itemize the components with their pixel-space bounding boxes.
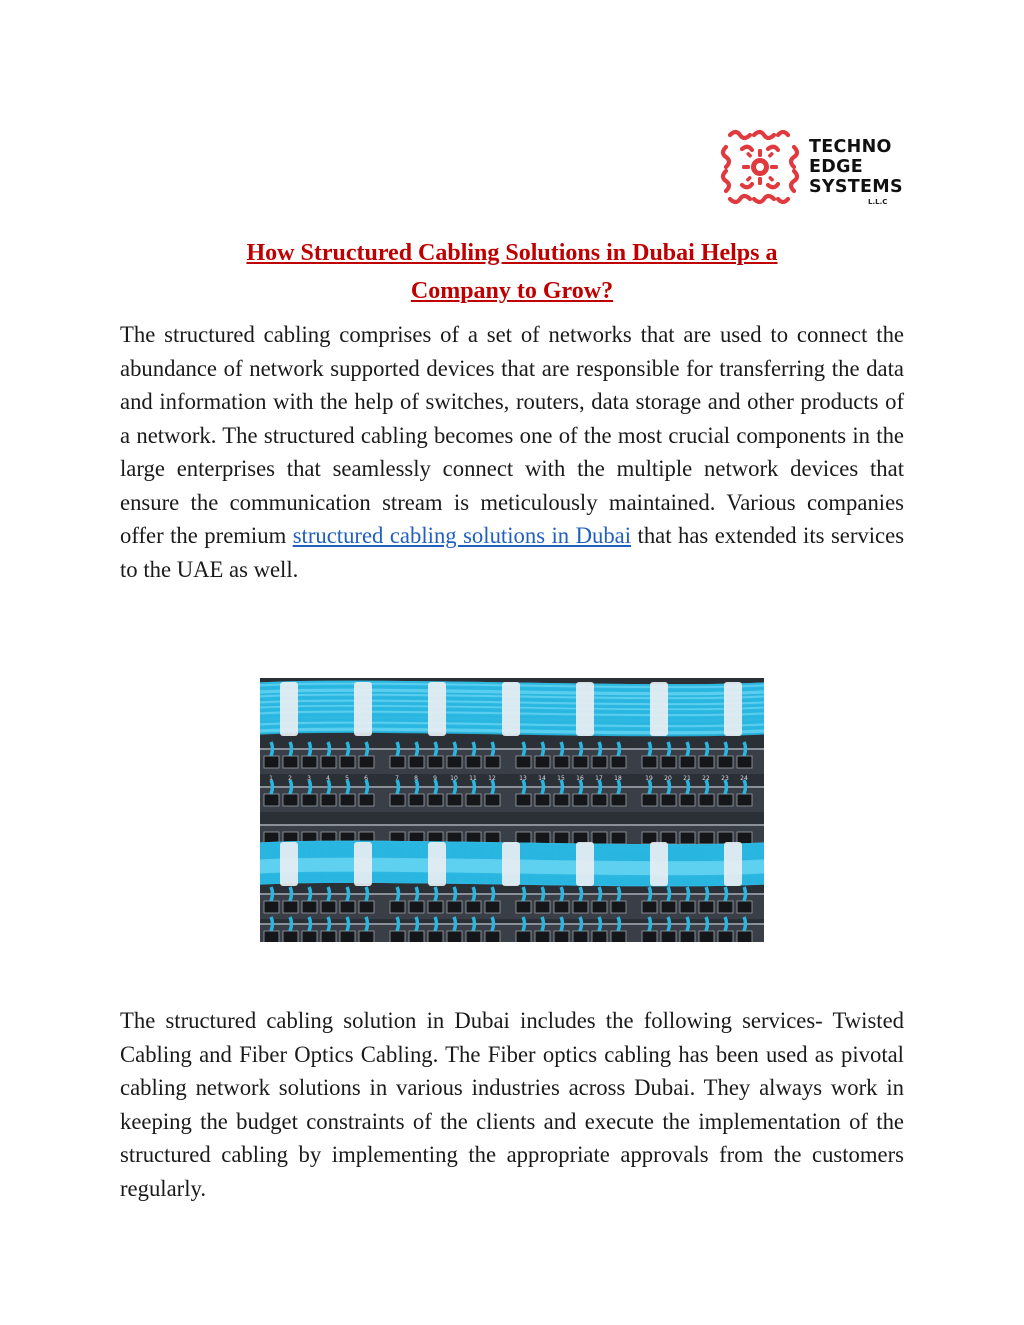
network-port (466, 794, 481, 806)
patch-cable (649, 780, 651, 794)
network-port (302, 794, 317, 806)
network-port (642, 794, 657, 806)
patch-cable (309, 742, 311, 756)
network-port (642, 901, 657, 913)
network-port (264, 901, 279, 913)
patch-cable (454, 742, 456, 756)
patch-cable (454, 780, 456, 794)
network-port (516, 931, 531, 942)
network-port (359, 794, 374, 806)
logo-line-techno: TECHNO (809, 137, 892, 157)
logo-line-systems: SYSTEMS (809, 177, 903, 197)
network-port (409, 756, 424, 768)
patch-cable (744, 780, 746, 794)
patch-cable (435, 742, 437, 756)
company-logo (720, 125, 910, 215)
patch-cable (416, 917, 418, 931)
network-port (642, 931, 657, 942)
network-port (283, 794, 298, 806)
patch-cable (347, 887, 349, 901)
panel-rail (260, 824, 764, 826)
port-number-label: 20 (664, 775, 672, 782)
patch-cable (706, 887, 708, 901)
port-number-label: 21 (683, 775, 691, 782)
patch-cable (473, 917, 475, 931)
patch-cable (347, 780, 349, 794)
patch-cable (328, 917, 330, 931)
network-port (340, 931, 355, 942)
network-port (321, 901, 336, 913)
port-number-label: 22 (702, 775, 710, 782)
patch-cable (271, 742, 273, 756)
patch-cable (523, 887, 525, 901)
structured-cabling-link[interactable]: structured cabling solutions in Dubai (292, 523, 632, 548)
patch-cable (366, 917, 368, 931)
article-title (120, 234, 904, 310)
network-port (718, 901, 733, 913)
network-port (485, 931, 500, 942)
patch-cable (542, 742, 544, 756)
network-port (302, 756, 317, 768)
network-port (680, 931, 695, 942)
network-port (737, 794, 752, 806)
cable-tie (650, 842, 668, 886)
network-port (718, 931, 733, 942)
patch-cable (599, 780, 601, 794)
logo-wordmark (809, 137, 903, 197)
logo-line-edge: EDGE (809, 157, 863, 177)
patch-cable (366, 780, 368, 794)
cable-tie (502, 842, 520, 886)
network-port (466, 931, 481, 942)
patch-cable (523, 742, 525, 756)
port-number-label: 11 (469, 775, 477, 782)
patch-cable (649, 887, 651, 901)
network-port (592, 756, 607, 768)
patch-cable (649, 917, 651, 931)
patch-cable (668, 917, 670, 931)
patch-cable (366, 887, 368, 901)
network-port (390, 931, 405, 942)
patch-cable (473, 780, 475, 794)
port-number-label: 24 (740, 775, 748, 782)
network-port (642, 756, 657, 768)
network-port (359, 901, 374, 913)
port-number-label: 5 (345, 775, 349, 782)
logo-suffix: L.L.C (868, 198, 888, 206)
network-port (447, 794, 462, 806)
patch-cable (290, 780, 292, 794)
network-port (302, 901, 317, 913)
network-port (516, 901, 531, 913)
patch-cable (347, 742, 349, 756)
network-port (718, 756, 733, 768)
port-number-label: 1 (269, 775, 273, 782)
techno-edge-logo-mark-icon (720, 127, 800, 207)
patch-cable (618, 742, 620, 756)
patch-cable (416, 742, 418, 756)
network-port (283, 931, 298, 942)
network-port (409, 794, 424, 806)
cable-tie (724, 682, 742, 736)
network-port (554, 901, 569, 913)
network-port (264, 794, 279, 806)
port-number-label: 17 (595, 775, 603, 782)
network-port (516, 756, 531, 768)
port-number-label: 8 (414, 775, 418, 782)
patch-cable (542, 780, 544, 794)
network-port (535, 794, 550, 806)
network-port (573, 756, 588, 768)
patch-cable (473, 887, 475, 901)
patch-cable (542, 917, 544, 931)
patch-cable (290, 887, 292, 901)
network-port (680, 832, 695, 844)
patch-cable (397, 742, 399, 756)
network-port (661, 901, 676, 913)
patch-cable (618, 780, 620, 794)
network-port (699, 901, 714, 913)
patch-cable (347, 917, 349, 931)
network-port (573, 931, 588, 942)
port-number-label: 15 (557, 775, 565, 782)
patch-cable (706, 780, 708, 794)
cable-tie (428, 842, 446, 886)
network-port (359, 931, 374, 942)
patch-cable (454, 917, 456, 931)
network-port (592, 931, 607, 942)
patch-cable (271, 887, 273, 901)
patch-cable (492, 887, 494, 901)
network-port (611, 794, 626, 806)
network-port (573, 794, 588, 806)
network-port (264, 931, 279, 942)
network-port (661, 931, 676, 942)
patch-cable (416, 780, 418, 794)
network-port (661, 756, 676, 768)
patch-cable (561, 917, 563, 931)
port-number-label: 23 (721, 775, 729, 782)
patch-cable (725, 780, 727, 794)
network-port (447, 901, 462, 913)
port-number-label: 14 (538, 775, 546, 782)
network-port (516, 794, 531, 806)
port-number-label: 13 (519, 775, 527, 782)
network-port (447, 756, 462, 768)
port-number-label: 6 (364, 775, 368, 782)
port-number-label: 16 (576, 775, 584, 782)
network-port (699, 794, 714, 806)
patch-cable (366, 742, 368, 756)
patch-cable (290, 742, 292, 756)
patch-cable (309, 780, 311, 794)
intro-text-before-link: The structured cabling comprises of a set of networks that are used to connect the abundance of network supported devices that are responsible for transferring the data and information with the help of switches, routers, data storage and other products of a network. The structured cabling becomes one of the most crucial components in the large enterprises that seamlessly connect with the multiple network devices that ensure the communication stream is meticulously maintained. Various companies offer the premium (120, 322, 904, 548)
patch-cable (435, 887, 437, 901)
patch-cable (687, 917, 689, 931)
network-port (321, 756, 336, 768)
port-number-label: 19 (645, 775, 653, 782)
patch-cable (649, 742, 651, 756)
network-port (535, 832, 550, 844)
patch-cable (668, 887, 670, 901)
network-port (535, 901, 550, 913)
patch-cable (744, 917, 746, 931)
network-port (680, 794, 695, 806)
cable-tie (428, 682, 446, 736)
port-number-label: 7 (395, 775, 399, 782)
network-port (699, 832, 714, 844)
network-port (535, 931, 550, 942)
port-number-label: 4 (326, 775, 330, 782)
patch-cable (706, 917, 708, 931)
patch-panel-illustration (260, 678, 764, 942)
network-port (485, 901, 500, 913)
cable-tie (576, 842, 594, 886)
patch-cable (271, 780, 273, 794)
network-port (390, 901, 405, 913)
network-port (428, 794, 443, 806)
patch-cable (599, 742, 601, 756)
cable-tie (354, 842, 372, 886)
network-port (485, 756, 500, 768)
network-port (409, 931, 424, 942)
cable-tie (576, 682, 594, 736)
patch-cable (523, 917, 525, 931)
port-number-label: 12 (488, 775, 496, 782)
patch-cable (309, 887, 311, 901)
network-port (390, 756, 405, 768)
network-port (283, 901, 298, 913)
cable-tie (280, 842, 298, 886)
patch-cable (473, 742, 475, 756)
patch-cable (668, 780, 670, 794)
patch-cable (599, 887, 601, 901)
patch-cable (580, 742, 582, 756)
patch-cable (328, 742, 330, 756)
patch-cable (618, 887, 620, 901)
network-port (699, 931, 714, 942)
patch-cable (416, 887, 418, 901)
network-port (340, 756, 355, 768)
network-port (718, 794, 733, 806)
network-port (737, 901, 752, 913)
patch-cable (492, 917, 494, 931)
patch-cable (397, 887, 399, 901)
network-port (428, 901, 443, 913)
patch-cable (706, 742, 708, 756)
port-number-label: 10 (450, 775, 458, 782)
network-port (390, 794, 405, 806)
network-port (737, 756, 752, 768)
patch-cable (454, 887, 456, 901)
patch-cable (561, 742, 563, 756)
patch-cable (744, 887, 746, 901)
cable-tie (354, 682, 372, 736)
patch-cable (290, 917, 292, 931)
network-port (359, 756, 374, 768)
patch-cable (580, 917, 582, 931)
patch-cable (687, 780, 689, 794)
patch-cable (397, 917, 399, 931)
network-port (554, 931, 569, 942)
network-port (340, 901, 355, 913)
patch-cable (328, 887, 330, 901)
network-port (428, 931, 443, 942)
intro-paragraph (120, 318, 904, 586)
cable-tie (502, 682, 520, 736)
network-port (485, 794, 500, 806)
network-port (661, 794, 676, 806)
network-port (611, 756, 626, 768)
patch-cable (435, 780, 437, 794)
cable-tie (650, 682, 668, 736)
network-port (554, 756, 569, 768)
patch-cable (725, 887, 727, 901)
patch-cable (492, 742, 494, 756)
patch-cable (668, 742, 670, 756)
patch-cable (328, 780, 330, 794)
patch-cable (397, 780, 399, 794)
patch-cable (725, 917, 727, 931)
patch-cable (580, 780, 582, 794)
port-number-label: 18 (614, 775, 622, 782)
network-port (573, 901, 588, 913)
patch-cable (523, 780, 525, 794)
network-port (321, 931, 336, 942)
network-port (428, 756, 443, 768)
cable-tie (280, 682, 298, 736)
network-port (699, 756, 714, 768)
network-port (554, 794, 569, 806)
port-number-label: 2 (288, 775, 292, 782)
title-line-2: Company to Grow? (410, 278, 614, 304)
patch-cable (618, 917, 620, 931)
network-port (264, 756, 279, 768)
network-port (466, 901, 481, 913)
intro-text-after-link: that has extended its services to the UAE as well. (120, 523, 905, 582)
patch-cable (687, 887, 689, 901)
patch-cable (271, 917, 273, 931)
network-port (302, 931, 317, 942)
services-paragraph: The structured cabling solution in Dubai includes the following services- Twisted Cabling and Fiber Optics Cabling. The Fiber optics cabling has been used as pivotal cabling network solutions in various industries across Dubai. They always work in keeping the budget constraints of the clients and execute the implementation of the structured cabling by implementing the appropriate approvals from the customers regularly. (120, 1008, 904, 1201)
network-port (321, 794, 336, 806)
port-number-label: 9 (433, 775, 437, 782)
network-port (611, 901, 626, 913)
patch-panel-photo (260, 678, 764, 942)
network-port (592, 794, 607, 806)
patch-cable (435, 917, 437, 931)
network-port (554, 832, 569, 844)
title-line-1: How Structured Cabling Solutions in Dubai Helps a (246, 240, 778, 266)
patch-cable (561, 887, 563, 901)
network-port (611, 931, 626, 942)
cable-tie (724, 842, 742, 886)
network-port (409, 901, 424, 913)
patch-cable (561, 780, 563, 794)
network-port (592, 901, 607, 913)
patch-cable (725, 742, 727, 756)
network-port (737, 931, 752, 942)
network-port (466, 756, 481, 768)
port-number-label: 3 (307, 775, 311, 782)
network-port (283, 756, 298, 768)
patch-cable (744, 742, 746, 756)
network-port (592, 832, 607, 844)
patch-cable (492, 780, 494, 794)
patch-cable (580, 887, 582, 901)
patch-cable (542, 887, 544, 901)
patch-cable (599, 917, 601, 931)
network-port (340, 794, 355, 806)
network-port (611, 832, 626, 844)
network-port (535, 756, 550, 768)
patch-cable (309, 917, 311, 931)
network-port (516, 832, 531, 844)
network-port (447, 931, 462, 942)
network-port (680, 901, 695, 913)
patch-cable (687, 742, 689, 756)
network-port (680, 756, 695, 768)
